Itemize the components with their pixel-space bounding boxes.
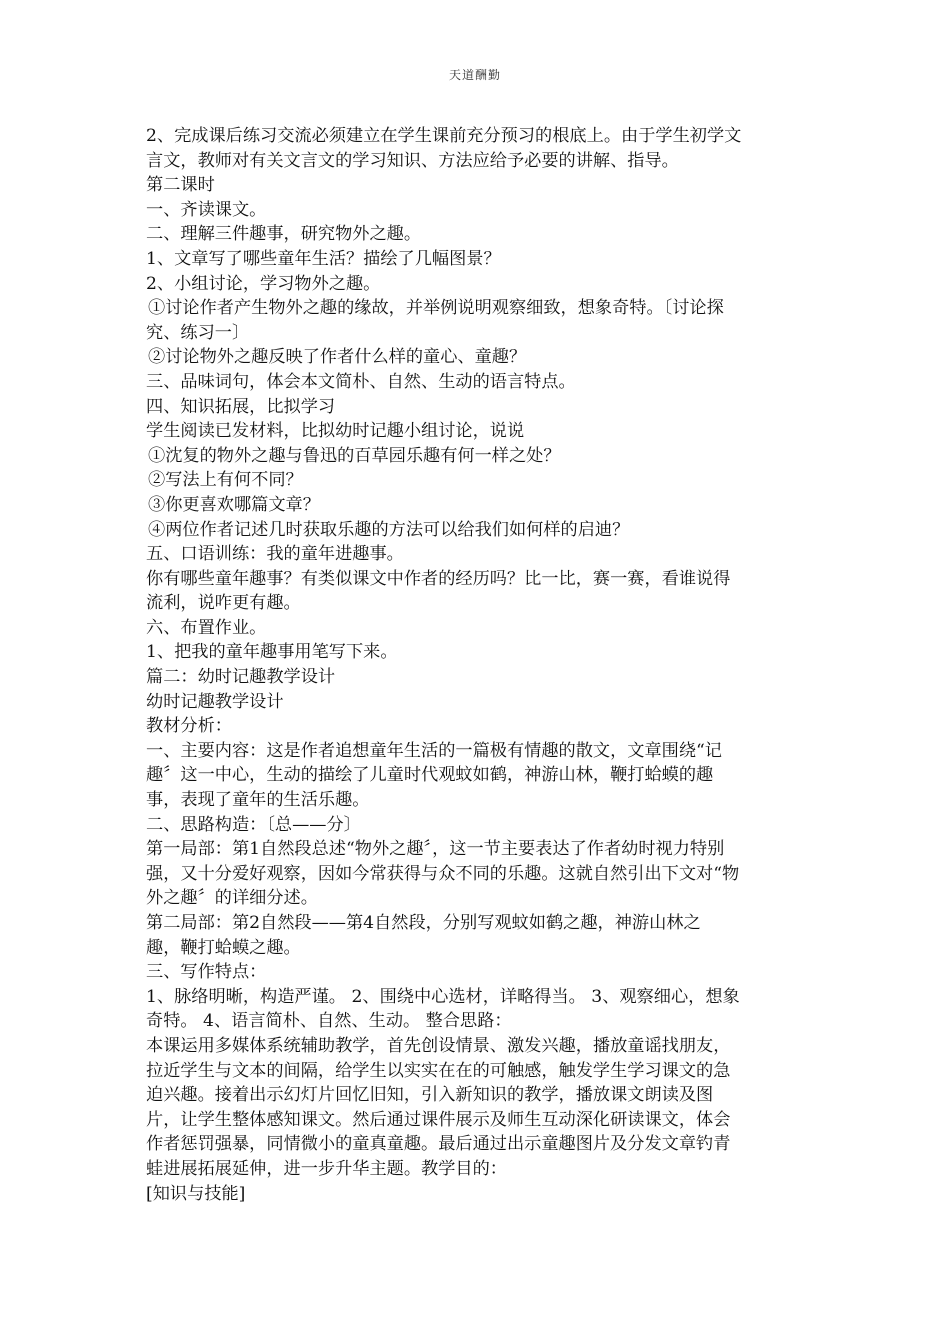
text-line: 言文，教师对有关文言文的学习知识、方法应给予必要的讲解、指导。 bbox=[146, 150, 679, 171]
text-line: [知识与技能] bbox=[146, 1183, 246, 1204]
text-line: 片，让学生整体感知课文。然后通过课件展示及师生互动深化研读课文，体会 bbox=[146, 1109, 731, 1130]
text-line: 四、知识拓展，比拟学习 bbox=[146, 396, 336, 417]
document-body bbox=[146, 124, 810, 1206]
text-line: 第二局部：第2自然段——第4自然段，分别写观蚊如鹤之趣，神游山林之 bbox=[146, 913, 701, 933]
text-line: 学生阅读已发材料，比拟幼时记趣小组讨论，说说 bbox=[146, 421, 525, 442]
text-line: 2、小组讨论，学习物外之趣。 bbox=[146, 273, 381, 294]
text-line: 趣，鞭打蛤蟆之趣。 bbox=[146, 937, 301, 958]
text-line: 第一局部：第1自然段总述“物外之趣〞，这一节主要表达了作者幼时视力特别 bbox=[146, 839, 725, 860]
text-line: 本课运用多媒体系统辅助教学，首先创设情景、激发兴趣，播放童谣找朋友， bbox=[146, 1035, 731, 1056]
text-line: 迫兴趣。接着出示幻灯片回忆旧知，引入新知识的教学，播放课文朗读及图 bbox=[146, 1085, 714, 1106]
text-line: 1、把我的童年趣事用笔写下来。 bbox=[146, 642, 398, 663]
text-line: 教材分析： bbox=[146, 716, 232, 737]
text-line: 三、写作特点： bbox=[146, 962, 267, 983]
text-line: ②讨论物外之趣反映了作者什么样的童心、童趣？ bbox=[148, 347, 527, 368]
text-line: 2、完成课后练习交流必须建立在学生课前充分预习的根底上。由于学生初学文 bbox=[146, 126, 742, 146]
text-line: 流利，说咋更有趣。 bbox=[146, 593, 301, 614]
text-line: 蛙进展拓展延伸，进一步升华主题。教学目的： bbox=[146, 1158, 507, 1179]
text-line: 趣〞这一中心，生动的描绘了儿童时代观蚊如鹤，神游山林，鞭打蛤蟆的趣 bbox=[146, 765, 714, 786]
section-heading: 幼时记趣教学设计 bbox=[146, 691, 284, 712]
text-line: ①沈复的物外之趣与鲁迅的百草园乐趣有何一样之处？ bbox=[148, 445, 561, 466]
text-line: 1、文章写了哪些童年生活？描绘了几幅图景？ bbox=[146, 248, 501, 269]
text-line: 作者惩罚强暴，同情微小的童真童趣。最后通过出示童趣图片及分发文章钓青 bbox=[146, 1134, 731, 1155]
text-line: 拉近学生与文本的间隔，给学生以实实在在的可触感，触发学生学习课文的急 bbox=[146, 1060, 731, 1081]
page-header: 天道酬勤 bbox=[448, 68, 501, 82]
text-line: 二、思路构造：〔总——分〕 bbox=[146, 814, 361, 835]
text-line: 事，表现了童年的生活乐趣。 bbox=[146, 790, 370, 811]
text-line: 二、理解三件趣事，研究物外之趣。 bbox=[146, 224, 422, 245]
text-line: ③你更喜欢哪篇文章？ bbox=[148, 494, 320, 515]
text-line: 一、齐读课文。 bbox=[146, 199, 267, 220]
text-line: 奇特。 4、语言简朴、自然、生动。 整合思路： bbox=[146, 1011, 512, 1032]
text-line: 究、练习一〕 bbox=[146, 322, 250, 343]
text-line: ①讨论作者产生物外之趣的缘故，并举例说明观察细致，想象奇特。〔讨论探 bbox=[148, 298, 724, 319]
text-line: 五、口语训练：我的童年进趣事。 bbox=[146, 544, 404, 565]
section-heading: 第二课时 bbox=[146, 175, 215, 196]
text-line: ④两位作者记述几时获取乐趣的方法可以给我们如何样的启迪？ bbox=[148, 519, 630, 540]
text-line: 一、主要内容：这是作者追想童年生活的一篇极有情趣的散文，文章围绕“记 bbox=[146, 740, 722, 761]
text-line: 你有哪些童年趣事？有类似课文中作者的经历吗？比一比，赛一赛，看谁说得 bbox=[146, 568, 731, 589]
text-line: 六、布置作业。 bbox=[146, 617, 267, 638]
text-line: ②写法上有何不同？ bbox=[148, 470, 303, 491]
text-line: 外之趣〞的详细分述。 bbox=[146, 888, 318, 909]
text-line: 强，又十分爱好观察，因如今常获得与众不同的乐趣。这就自然引出下文对“物 bbox=[146, 863, 740, 884]
section-heading: 篇二：幼时记趣教学设计 bbox=[146, 667, 336, 688]
text-line: 三、品味词句，体会本文简朴、自然、生动的语言特点。 bbox=[146, 371, 576, 392]
text-line: 1、脉络明晰，构造严谨。 2、围绕中心选材，详略得当。 3、观察细心，想象 bbox=[146, 986, 740, 1007]
